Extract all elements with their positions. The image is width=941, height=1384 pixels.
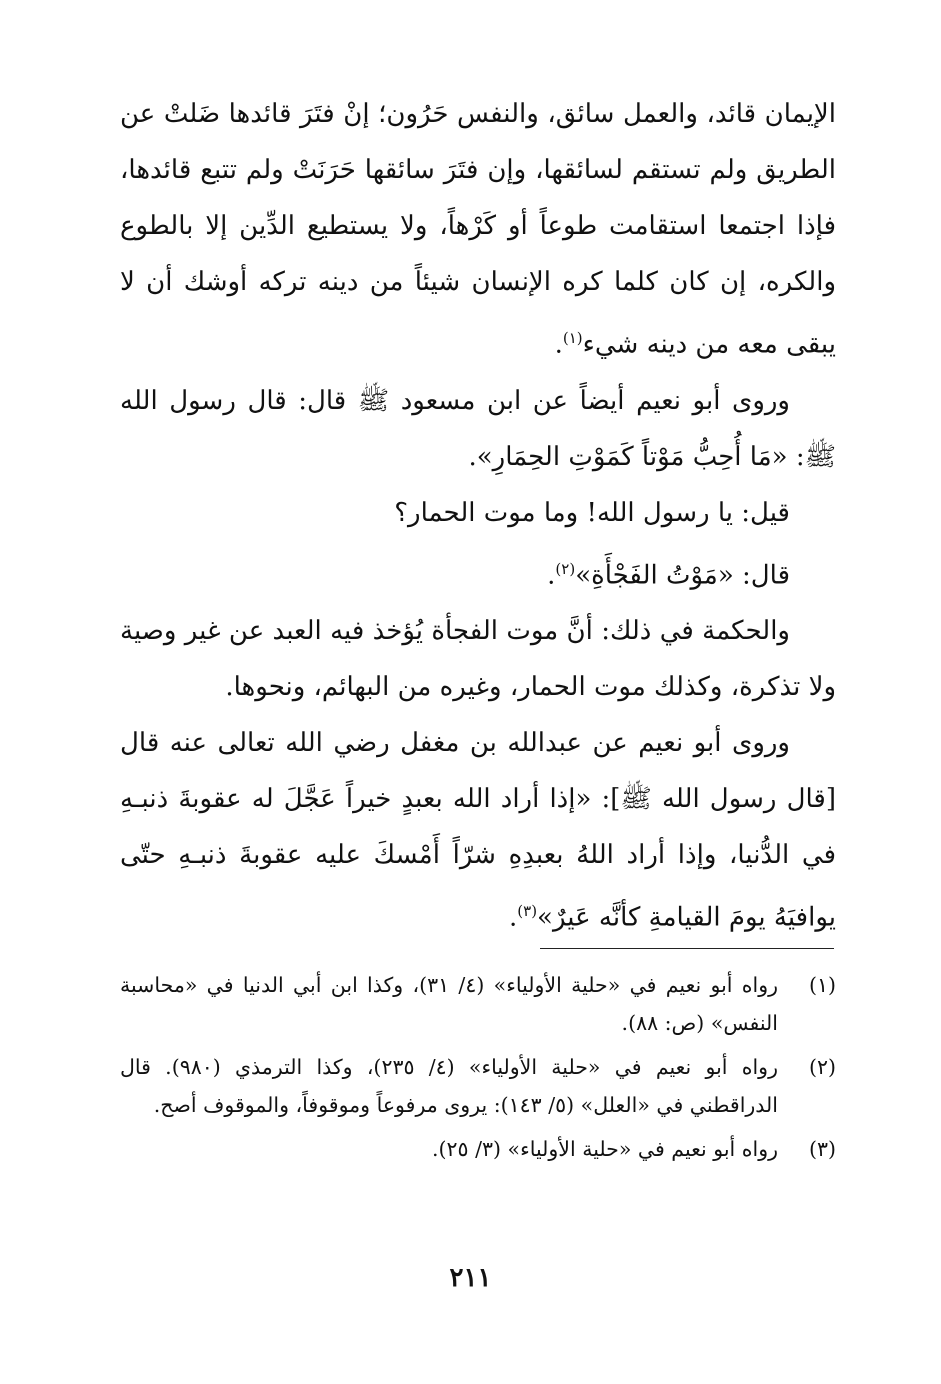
footnote-ref-3[interactable]: (٣)	[517, 902, 538, 921]
paragraph-5: والحكمة في ذلك: أنَّ موت الفجأة يُؤخذ فيه العبد عن غير وصية ولا تذكرة، وكذلك موت الحمار، وغيره من البهائم، ونحوها.	[120, 616, 836, 703]
page-number: ٢١١	[449, 1263, 492, 1293]
footnote-3	[120, 1130, 836, 1168]
paragraph-2: وروى أبو نعيم أيضاً عن ابن مسعود ﷺ قال: قال رسول الله ﷺ: «مَا أُحِبُّ مَوْتاً كَمَوْتِ الحِمَارِ».	[120, 385, 836, 472]
footnote-number: (١)	[808, 973, 836, 997]
footnote-ref-1[interactable]: (١)	[562, 329, 583, 347]
paragraph-3: قيل: يا رسول الله! وما موت الحمار؟	[394, 497, 790, 528]
footnote-text: رواه أبو نعيم في «حلية الأولياء» (٣/ ٢٥).	[432, 1137, 778, 1161]
footnote-number: (٢)	[808, 1055, 836, 1079]
paragraph-6: وروى أبو نعيم عن عبدالله بن مغفل رضي الله تعالى عنه قال [قال رسول الله ﷺ]: «إذا أراد الله بعبدٍ خيراً عَجَّلَ له عقوبةَ ذنبـهِ في الدُّنيا، وإذا أراد اللهُ بعبدِهِ شرّاً أَمْسكَ عليه عقوبةَ ذنبـهِ حتّى يوافيَهُ يومَ القيامةِ كأنَّه عَيرٌ»$^{(٣)}$.	[120, 728, 836, 933]
footnote-ref-2[interactable]: (٢)	[555, 559, 576, 578]
footnote-text: رواه أبو نعيم في «حلية الأولياء» (٤/ ٣١)، وكذا ابن أبي الدنيا في «محاسبة النفس» (ص: ٨٨).	[120, 973, 778, 1035]
main-text	[120, 86, 836, 946]
paragraph-1: الإيمان قائد، والعمل سائق، والنفس حَرُون؛ إنْ فتَرَ قائدها ضَلتْ عن الطريق ولم تستقم لسائقها، وإن فتَرَ سائقها حَرَنَتْ ولم تتبع قائدها، فإذا اجتمعا استقامت طوعاً أو كَرْهاً، ولا يستطيع الدِّين إلا بالطوع والكره، إن كان كلما كره الإنسان شيئاً من دينه تركه أوشك أن لا يبقى معه من دينه شيء$^{(١)}$.	[120, 99, 836, 360]
footnote-number: (٣)	[808, 1137, 836, 1161]
footnote-1	[120, 966, 836, 1042]
footnote-divider	[540, 948, 834, 949]
paragraph-4: قال: «مَوْتُ الفَجْأَةِ»$^{(٢)}$.	[547, 559, 790, 591]
footnote-2	[120, 1048, 836, 1124]
footnote-text: رواه أبو نعيم في «حلية الأولياء» (٤/ ٢٣٥)، وكذا الترمذي (٩٨٠). قال الدراقطني في «العلل» (٥/ ١٤٣): يروى مرفوعاً وموقوفاً، والموقوف أصح.	[120, 1055, 778, 1117]
footnotes	[120, 966, 836, 1174]
